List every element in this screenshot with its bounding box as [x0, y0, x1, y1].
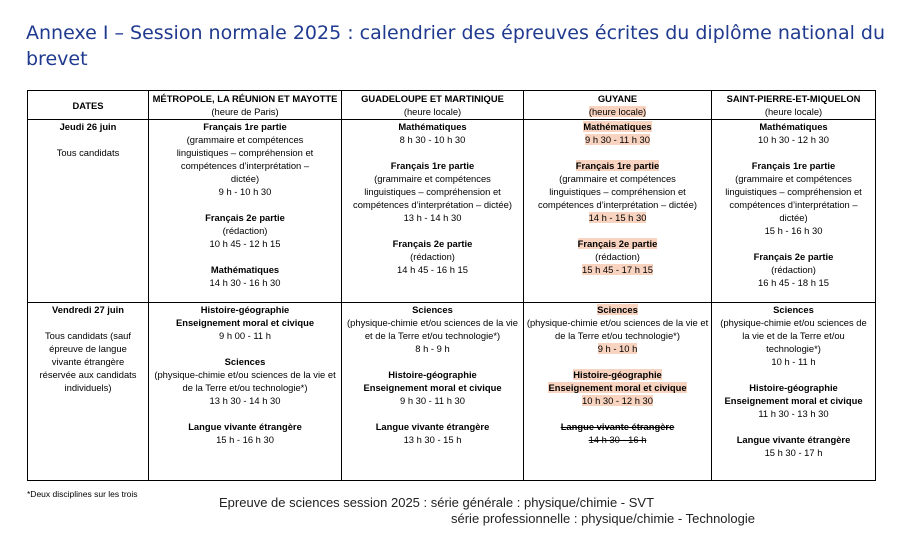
guyane-cell: [524, 303, 712, 481]
page-title: Annexe I – Session normale 2025 : calendrier des épreuves écrites du diplôme national du brevet: [26, 22, 886, 70]
header-main: SAINT-PIERRE-ET-MIQUELON: [726, 93, 861, 104]
exam-time: 14 h 30 - 16 h 30: [209, 277, 281, 288]
exam-name-highlighted: Français 2e partie: [577, 238, 658, 249]
exam-time-highlighted: 10 h 30 - 12 h 30: [582, 395, 653, 406]
exam-name: Langue vivante étrangère: [188, 421, 302, 432]
exam-name: Français 1re partie: [203, 121, 287, 132]
exam-name-secondary: Enseignement moral et civique: [175, 317, 315, 328]
exam-time: 15 h - 16 h 30: [764, 225, 823, 236]
header-spm: [712, 91, 876, 120]
footnote: *Deux disciplines sur les trois: [27, 489, 138, 499]
exam-name: Français 1re partie: [751, 160, 836, 171]
exam-block: [150, 420, 340, 446]
exam-name: Mathématiques: [210, 264, 280, 275]
exam-name-highlighted: Histoire-géographie: [573, 369, 662, 380]
exam-name: Langue vivante étrangère: [375, 421, 490, 432]
exam-time: 13 h - 14 h 30: [403, 212, 462, 223]
guyane-cell: [524, 120, 712, 303]
exam-name-highlighted: Français 1re partie: [575, 160, 660, 171]
exam-name: Sciences: [412, 304, 453, 315]
exam-block: [525, 303, 710, 355]
exam-name-secondary: Enseignement moral et civique: [724, 395, 863, 406]
exam-time-highlighted: 9 h 30 - 11 h 30: [585, 134, 650, 145]
header-sub: (heure locale): [764, 106, 823, 117]
exam-time: 15 h 30 - 17 h: [764, 447, 823, 458]
exam-block: [716, 159, 871, 237]
exam-detail: (grammaire et compétences linguistiques – compréhension et compétences d’interprétation – dictée): [725, 173, 862, 223]
exam-block: [167, 263, 323, 289]
exam-block: [718, 433, 869, 459]
exam-name: Français 2e partie: [205, 212, 285, 223]
exam-name: Français 2e partie: [392, 238, 473, 249]
exam-block: [350, 120, 515, 146]
exam-name: Histoire-géographie: [388, 369, 477, 380]
header-main: DATES: [72, 99, 104, 111]
exam-time: 8 h 30 - 10 h 30: [399, 134, 466, 145]
exam-name: Mathématiques: [398, 121, 467, 132]
header-dates: [28, 91, 149, 120]
exam-time-highlighted: 15 h 45 - 17 h 15: [582, 264, 653, 275]
exam-detail: (grammaire et compétences linguistiques – compréhension et compétences d’interprétation – dictée): [353, 173, 512, 210]
exam-time-highlighted: 14 h - 15 h 30: [588, 212, 647, 223]
exam-time: 9 h 30 - 11 h 30: [400, 395, 465, 406]
exam-block: [350, 159, 515, 224]
exam-time-struck: 14 h 30 - 16 h: [588, 434, 647, 445]
exam-block: [716, 120, 871, 146]
exam-block: [167, 120, 323, 198]
date-label: Jeudi 26 juin: [59, 121, 117, 132]
header-sub: (heure locale): [403, 106, 462, 117]
exam-block: [716, 250, 871, 289]
header-main: GUYANE: [597, 93, 638, 104]
exam-block: [534, 159, 701, 224]
exam-time: 9 h - 10 h 30: [218, 186, 272, 197]
exam-detail: (physique-chimie et/ou sciences de la vie et de la Terre et/ou technologie*): [720, 317, 867, 354]
exam-block: [534, 237, 701, 276]
date-label: Vendredi 27 juin: [52, 304, 124, 315]
exam-block-struck: [525, 420, 710, 446]
header-metropole: [149, 91, 342, 120]
exam-detail: (grammaire et compétences linguistiques – compréhension et compétences d’interprétation – dictée): [538, 173, 697, 210]
exam-detail: (rédaction): [771, 264, 816, 275]
exam-name: Français 1re partie: [390, 160, 475, 171]
exam-name-highlighted: Mathématiques: [583, 121, 652, 132]
exam-name: Histoire-géographie: [200, 304, 290, 315]
sciences-note-line1: Epreuve de sciences session 2025 : série générale : physique/chimie - SVT: [219, 495, 655, 510]
candidates-label: Tous candidats (sauf épreuve de langue vivante étrangère réservée aux candidats individuels): [39, 330, 137, 393]
exam-detail: (rédaction): [595, 251, 640, 262]
exam-name: Mathématiques: [759, 121, 828, 132]
exam-time: 15 h - 16 h 30: [216, 434, 274, 445]
candidates-label: Tous candidats: [56, 147, 120, 158]
exam-time: 11 h 30 - 13 h 30: [758, 408, 829, 419]
exam-detail: (rédaction): [222, 225, 268, 236]
guadeloupe-cell: [342, 120, 524, 303]
header-guyane: [524, 91, 712, 120]
exam-name-highlighted: Sciences: [597, 304, 638, 315]
spm-cell: [712, 120, 876, 303]
exam-name-secondary-highlighted: Enseignement moral et civique: [548, 382, 687, 393]
exam-block: [150, 303, 340, 342]
exam-block: [343, 368, 522, 407]
exam-block: [525, 368, 710, 407]
exam-detail: (physique-chimie et/ou sciences de la vie et de la Terre et/ou technologie*): [526, 317, 709, 341]
exam-block: [343, 420, 522, 446]
exam-time: 9 h 00 - 11 h: [219, 330, 271, 341]
exam-time: 14 h 45 - 16 h 15: [397, 264, 468, 275]
exam-time: 13 h 30 - 14 h 30: [209, 395, 281, 406]
header-guadeloupe: [342, 91, 524, 120]
exam-detail: (physique-chimie et/ou sciences de la vie et de la Terre et/ou technologie*): [347, 317, 518, 341]
exam-time: 13 h 30 - 15 h: [403, 434, 462, 445]
exam-time-highlighted: 9 h - 10 h: [597, 343, 638, 354]
sciences-note-line2: série professionnelle : physique/chimie - Technologie: [451, 511, 755, 526]
exam-name: Français 2e partie: [753, 251, 834, 262]
date-cell: [28, 120, 149, 303]
header-main: MÉTROPOLE, LA RÉUNION ET MAYOTTE: [152, 93, 338, 104]
exam-block: [167, 211, 323, 250]
exam-block: [150, 355, 340, 407]
exam-time: 10 h 45 - 12 h 15: [209, 238, 281, 249]
exam-block: [343, 303, 522, 355]
exam-name-secondary: Enseignement moral et civique: [363, 382, 502, 393]
header-main: GUADELOUPE ET MARTINIQUE: [361, 93, 504, 104]
exam-detail: (physique-chimie et/ou sciences de la vie et de la Terre et/ou technologie*): [154, 369, 336, 393]
guadeloupe-cell: [342, 303, 524, 481]
exam-time: 10 h 30 - 12 h 30: [758, 134, 829, 145]
exam-name: Langue vivante étrangère: [736, 434, 851, 445]
exam-name: Sciences: [224, 356, 266, 367]
exam-detail: (grammaire et compétences linguistiques – compréhension et compétences d’interprétation – dictée): [176, 134, 314, 184]
header-sub: (heure de Paris): [211, 106, 279, 117]
header-row: [28, 91, 876, 120]
exam-detail: (rédaction): [410, 251, 455, 262]
exam-block: [718, 303, 869, 368]
exam-time: 10 h - 11 h: [771, 356, 816, 367]
exam-block: [350, 237, 515, 276]
exam-time: 16 h 45 - 18 h 15: [758, 277, 829, 288]
exam-name: Sciences: [773, 304, 814, 315]
exam-name-struck: Langue vivante étrangère: [560, 421, 675, 432]
table-row: [28, 120, 876, 303]
table-row: [28, 303, 876, 481]
exam-block: [534, 120, 701, 146]
exam-name: Histoire-géographie: [749, 382, 838, 393]
exam-time: 8 h - 9 h: [415, 343, 450, 354]
date-cell: [28, 303, 149, 481]
exam-block: [718, 381, 869, 420]
header-sub-highlighted: (heure locale): [588, 106, 647, 117]
exam-calendar-table: [27, 90, 876, 481]
metropole-cell: [149, 120, 342, 303]
metropole-cell: [149, 303, 342, 481]
spm-cell: [712, 303, 876, 481]
